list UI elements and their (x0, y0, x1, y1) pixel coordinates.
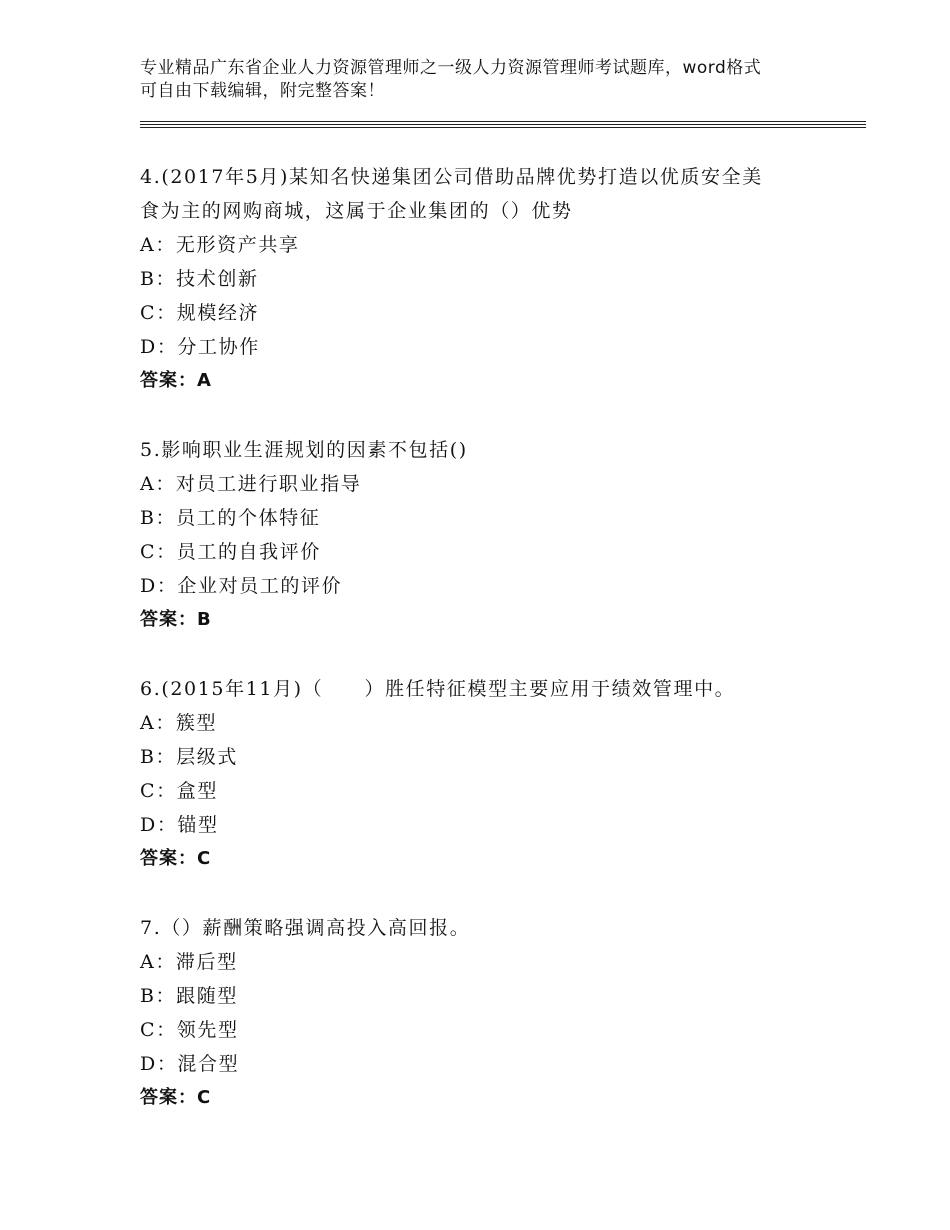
question-6 (140, 672, 840, 876)
question-7 (140, 911, 840, 1115)
answer-line (140, 1081, 840, 1115)
option-d: D：混合型 (140, 1053, 240, 1075)
option-c: C：规模经济 (140, 302, 260, 324)
header-rule-middle (140, 124, 866, 125)
option-c: C：员工的自我评价 (140, 541, 321, 563)
answer-line (140, 603, 840, 637)
answer-line (140, 842, 840, 876)
answer-line (140, 364, 840, 398)
option-b: B：员工的个体特征 (140, 507, 321, 529)
question-stem-line: 6.(2015年11月)（ ）胜任特征模型主要应用于绩效管理中。 (140, 678, 736, 700)
option-d: D：分工协作 (140, 336, 260, 358)
option-d: D：锚型 (140, 814, 219, 836)
document-header (140, 57, 840, 103)
header-line-1: 专业精品广东省企业人力资源管理师之一级人力资源管理师考试题库，word格式 (140, 58, 762, 78)
option-b: B：技术创新 (140, 268, 259, 290)
answer-label: 答案： (140, 848, 197, 869)
answer-label: 答案： (140, 1087, 197, 1108)
option-a: A：簇型 (140, 712, 218, 734)
option-b: B：跟随型 (140, 985, 238, 1007)
option-a: A：对员工进行职业指导 (140, 473, 362, 495)
header-rule-bottom (140, 127, 866, 128)
question-stem-line: 5.影响职业生涯规划的因素不包括() (140, 439, 468, 461)
option-b: B：层级式 (140, 746, 238, 768)
question-stem-line: 4.(2017年5月)某知名快递集团公司借助品牌优势打造以优质安全美 (140, 166, 763, 188)
question-4 (140, 160, 840, 398)
question-stem-line: 7.（）薪酬策略强调高投入高回报。 (140, 917, 471, 939)
answer-value: A (197, 370, 212, 391)
answer-label: 答案： (140, 609, 197, 630)
option-a: A：滞后型 (140, 951, 238, 973)
option-c: C：领先型 (140, 1019, 239, 1041)
answer-label: 答案： (140, 370, 197, 391)
option-d: D：企业对员工的评价 (140, 575, 343, 597)
header-rule-top (140, 121, 866, 122)
question-stem-line: 食为主的网购商城，这属于企业集团的（）优势 (140, 200, 573, 222)
question-5 (140, 433, 840, 637)
option-a: A：无形资产共享 (140, 234, 300, 256)
option-c: C：盒型 (140, 780, 218, 802)
answer-value: B (197, 609, 212, 630)
answer-value: C (197, 848, 211, 869)
answer-value: C (197, 1087, 211, 1108)
header-line-2: 可自由下载编辑，附完整答案！ (140, 81, 385, 101)
